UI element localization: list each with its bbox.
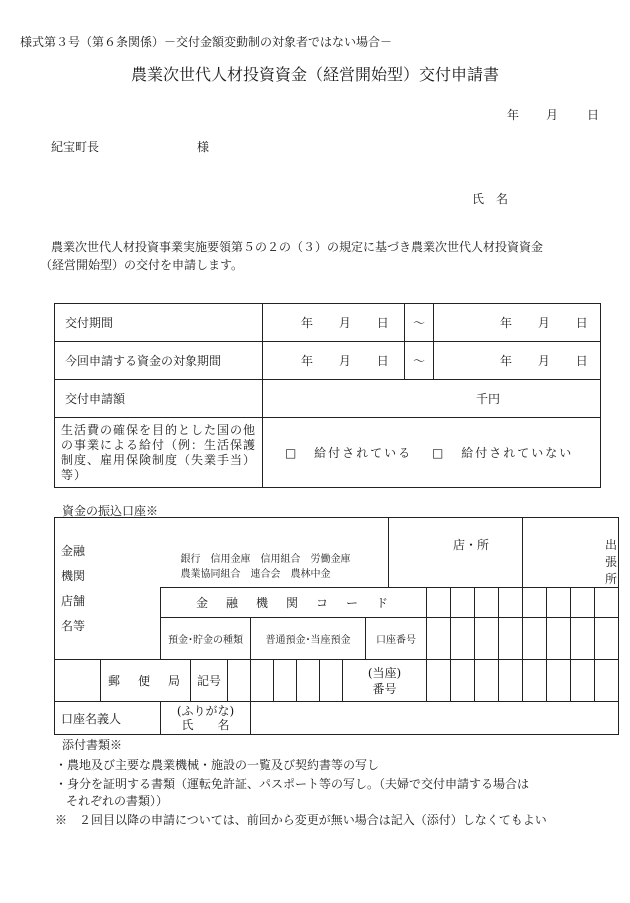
code-digit-7[interactable] (571, 588, 595, 618)
period-end-cell[interactable]: 年 月 日 (434, 304, 601, 342)
symbol-digit-1[interactable] (228, 660, 251, 702)
attachment-note: ※ ２回目以降の申請については、前回から変更が無い場合は記入（添付）しなくてもよい (55, 813, 547, 827)
code-digit-5[interactable] (523, 588, 547, 618)
sub-branch-cell[interactable] (523, 518, 619, 588)
deposit-type-label: 預金･貯金の種類 (161, 618, 251, 660)
paid-checkbox[interactable]: □ (285, 446, 299, 460)
code-digit-3[interactable] (475, 588, 499, 618)
form-number: 様式第３号（第６条関係）－交付金額変動制の対象者ではない場合－ (20, 35, 393, 49)
livelihood-options (263, 418, 601, 488)
code-digit-4[interactable] (499, 588, 523, 618)
institution-types-line1: 銀行 信用金庫 信用組合 労働金庫 (180, 554, 351, 565)
institution-label: 金融 機関 店舗 名等 (55, 518, 101, 660)
sub-branch-label: 出張所 (605, 538, 618, 586)
not-paid-option-label: 給付されていない (461, 446, 574, 460)
attachments-title: 添付書類※ (62, 738, 123, 752)
account-digit-1[interactable] (427, 618, 451, 660)
symbol-digit-2[interactable] (251, 660, 274, 702)
account-digit-3[interactable] (475, 618, 499, 660)
post-symbol-label: 記号 (191, 660, 228, 702)
account-digit-8[interactable] (595, 618, 619, 660)
attachment-item-2-line2: それぞれの書類）） (66, 794, 169, 808)
code-digit-6[interactable] (547, 588, 571, 618)
holder-name-header (161, 702, 251, 735)
paid-option-label: 給付されている (314, 446, 413, 460)
code-digit-8[interactable] (595, 588, 619, 618)
code-digit-2[interactable] (451, 588, 475, 618)
post-number-digit-4[interactable] (499, 660, 523, 702)
application-table (54, 303, 601, 488)
account-holder-input[interactable] (251, 702, 619, 735)
furigana-label: (ふりがな) (176, 704, 235, 718)
bank-account-table (54, 517, 619, 735)
post-number-digit-6[interactable] (547, 660, 571, 702)
date-year-label: 年 (507, 108, 520, 122)
target-period-label: 今回申請する資金の対象期間 (55, 342, 263, 380)
post-number-digit-7[interactable] (571, 660, 595, 702)
account-digit-4[interactable] (499, 618, 523, 660)
attachment-item-1: ・農地及び主要な農業機械・施設の一覧及び契約書等の写し (55, 758, 380, 772)
addressee: 紀宝町長 (51, 140, 100, 154)
target-period-start-cell[interactable]: 年 月 日 (263, 342, 405, 380)
account-digit-7[interactable] (571, 618, 595, 660)
code-digit-1[interactable] (427, 588, 451, 618)
target-period-end-cell[interactable]: 年 月 日 (434, 342, 601, 380)
post-number-digit-1[interactable] (427, 660, 451, 702)
symbol-digit-4[interactable] (297, 660, 320, 702)
amount-label: 交付申請額 (55, 380, 263, 418)
current-account-label: (当座) (367, 665, 402, 680)
institution-types-line2: 農業協同組合 連合会 農林中金 (180, 569, 331, 580)
period-tilde: ～ (405, 304, 434, 342)
post-office-label: 郵 便 局 (101, 660, 191, 702)
period-label: 交付期間 (55, 304, 263, 342)
livelihood-label: 生活費の確保を目的とした国の他の事業による給付（例：生活保護制度、雇用保険制度（失業手当）等） (55, 418, 263, 488)
post-number-digit-2[interactable] (451, 660, 475, 702)
body-text-line2: （経営開始型）の交付を申請します。 (40, 258, 244, 272)
date-month-label: 月 (546, 108, 559, 122)
target-period-tilde: ～ (405, 342, 434, 380)
applicant-name-label: 氏 名 (472, 192, 509, 206)
honorific: 様 (197, 140, 210, 154)
body-text-line1: 農業次世代人材投資事業実施要領第５の２の（３）の規定に基づき農業次世代人材投資資金 (51, 240, 544, 254)
holder-name-label: 氏 名 (181, 718, 230, 732)
post-number-digit-8[interactable] (595, 660, 619, 702)
attachment-item-2-line1: ・身分を証明する書類（運転免許証、パスポート等の写し。（夫婦で交付申請する場合は (55, 777, 530, 791)
deposit-type-value[interactable]: 普通預金･当座預金 (251, 618, 366, 660)
post-number-digit-3[interactable] (475, 660, 499, 702)
account-holder-label: 口座名義人 (55, 702, 161, 735)
symbol-digit-3[interactable] (274, 660, 297, 702)
account-digit-2[interactable] (451, 618, 475, 660)
symbol-digit-5[interactable] (320, 660, 343, 702)
branch-cell[interactable] (389, 518, 523, 588)
institution-code-label: 金 融 機 関 コ ー ド (161, 588, 427, 618)
date-day-label: 日 (587, 108, 600, 122)
account-number-label: 口座番号 (366, 618, 427, 660)
bank-section-title: 資金の振込口座※ (62, 504, 159, 518)
account-digit-6[interactable] (547, 618, 571, 660)
branch-label: 店・所 (453, 538, 490, 552)
post-number-label (343, 660, 427, 702)
not-paid-checkbox[interactable]: □ (432, 446, 446, 460)
period-start-cell[interactable]: 年 月 日 (263, 304, 405, 342)
number-label: 番号 (372, 681, 397, 696)
institution-name-cell[interactable] (101, 518, 389, 588)
form-title: 農業次世代人材投資資金（経営開始型）交付申請書 (130, 65, 499, 84)
post-number-digit-5[interactable] (523, 660, 547, 702)
amount-cell[interactable]: 千円 (263, 380, 601, 418)
account-digit-5[interactable] (523, 618, 547, 660)
